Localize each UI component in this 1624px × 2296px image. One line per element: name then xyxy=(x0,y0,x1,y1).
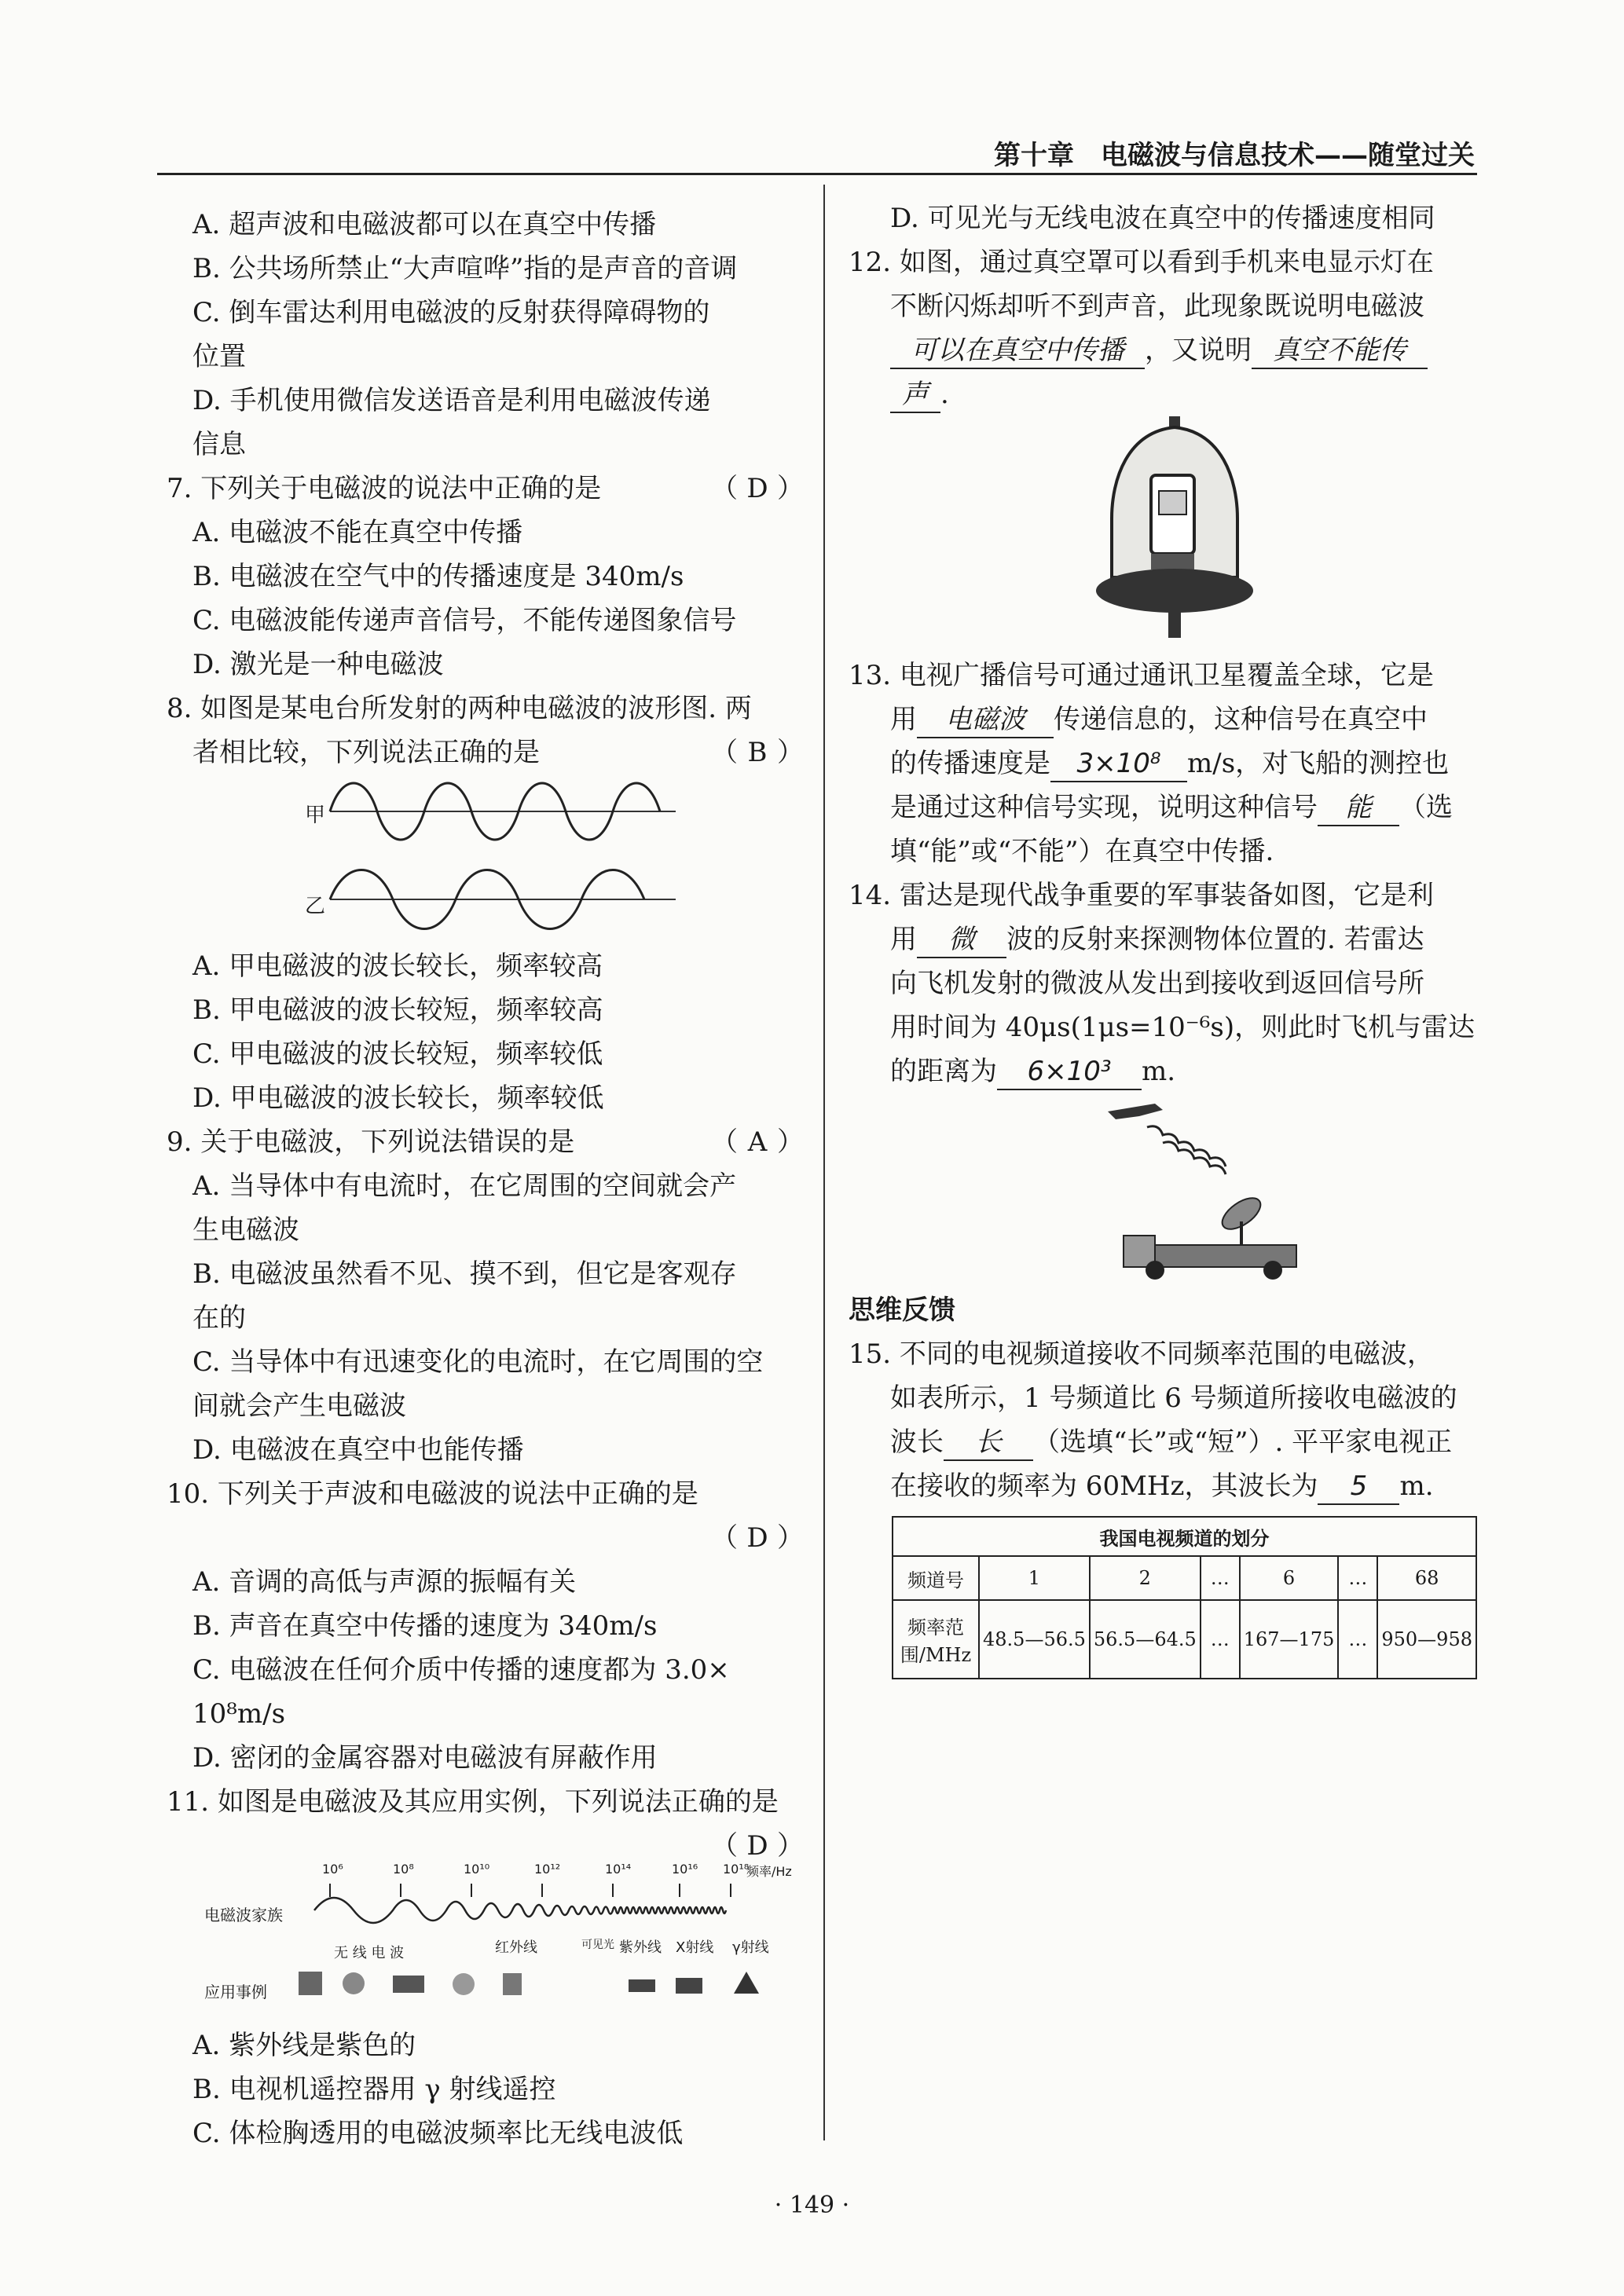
q11-stem: 11. 如图是电磁波及其应用实例，下列说法正确的是 xyxy=(167,1786,779,1818)
q9-option-d: D. 电磁波在真空中也能传播 xyxy=(192,1434,524,1466)
q6-option-c-cont: 位置 xyxy=(192,341,246,372)
band-radio: 无 线 电 波 xyxy=(334,1945,405,1961)
q14-line5 xyxy=(890,1049,1175,1093)
frequency-label: 频率/Hz xyxy=(746,1864,792,1879)
q7-option-d: D. 激光是一种电磁波 xyxy=(192,649,444,680)
tick-1e6: 10⁶ xyxy=(322,1862,343,1877)
bell-jar-figure xyxy=(1096,416,1253,640)
q10-option-b: B. 声音在真空中传播的速度为 340m/s xyxy=(192,1610,658,1642)
q12-line2: 不断闪烁却听不到声音，此现象既说明电磁波 xyxy=(890,291,1424,322)
q15-line4 xyxy=(890,1464,1434,1508)
q9-stem: 9. 关于电磁波，下列说法错误的是 xyxy=(167,1126,575,1158)
q14-line2 xyxy=(890,917,1424,961)
q12-blank1: 可以在真空中传播 xyxy=(890,333,1145,369)
q14-blank1: 微 xyxy=(917,922,1006,958)
q8-answer: （ B ） xyxy=(711,731,804,774)
q15-blank3: 长 xyxy=(944,1425,1033,1461)
q15-line2: 如表所示，1 号频道比 6 号频道所接收电磁波的 xyxy=(890,1382,1457,1414)
column-divider xyxy=(823,185,825,2140)
tick-1e18: 10¹⁸ xyxy=(723,1862,750,1877)
q13-pre2: 的传播速度是 xyxy=(890,748,1050,779)
q8-option-a: A. 甲电磁波的波长较长，频率较高 xyxy=(192,950,603,982)
q13-post1: 传递信息的，这种信号在真空中 xyxy=(1054,704,1428,735)
q8-option-c: C. 甲电磁波的波长较短，频率较低 xyxy=(192,1038,603,1070)
pump-tube xyxy=(1168,611,1181,638)
q15-blank4: 5 xyxy=(1318,1469,1399,1505)
q13-pre1: 用 xyxy=(890,704,917,735)
q6-option-d: D. 手机使用微信发送语音是利用电磁波传递 xyxy=(192,385,711,416)
q7-answer-value: D xyxy=(746,473,768,504)
tick-1e12: 10¹² xyxy=(534,1862,561,1877)
wave-figure xyxy=(299,774,691,931)
applications-label: 应用事例 xyxy=(204,1983,267,2001)
q8-stem-cont: 者相比较，下列说法正确的是 xyxy=(192,737,540,768)
heater-icon xyxy=(453,1973,475,1995)
table-row2-head-line2: 围/MHz xyxy=(900,1644,972,1666)
em-family-label: 电磁波家族 xyxy=(204,1906,283,1924)
tick-1e14: 10¹⁴ xyxy=(605,1862,632,1877)
phone-screen xyxy=(1159,491,1186,514)
q8-answer-value: B xyxy=(747,737,768,768)
q14-line4: 用时间为 40μs(1μs=10⁻⁶s)，则此时飞机与雷达 xyxy=(890,1012,1476,1043)
uv-lamp-icon xyxy=(629,1979,655,1992)
q7-option-b: B. 电磁波在空气中的传播速度是 340m/s xyxy=(192,561,684,592)
q11-option-c: C. 体检胸透用的电磁波频率比无线电波低 xyxy=(192,2118,684,2149)
q9-option-b-cont: 在的 xyxy=(192,1302,246,1334)
table-cell: 2 xyxy=(1090,1556,1201,1600)
q10-answer: （ D ） xyxy=(711,1516,804,1560)
q15-pre3: 波长 xyxy=(890,1426,944,1458)
wave-label-jia: 甲 xyxy=(305,804,326,827)
band-infrared: 红外线 xyxy=(495,1939,537,1956)
q9-answer: （ A ） xyxy=(711,1120,804,1164)
application-icons xyxy=(204,1862,801,2011)
table-cell: 167—175 xyxy=(1240,1600,1339,1679)
q14-post5: m. xyxy=(1142,1056,1176,1087)
table-row1-head: 频道号 xyxy=(893,1556,979,1600)
page-number: · 149 · xyxy=(774,2192,850,2219)
q9-option-c-cont: 间就会产生电磁波 xyxy=(192,1390,406,1422)
q9-option-a: A. 当导体中有电流时，在它周围的空间就会产 xyxy=(192,1170,737,1202)
section-title: 思维反馈 xyxy=(849,1294,955,1326)
q9-option-b: B. 电磁波虽然看不见、摸不到，但它是客观存 xyxy=(192,1258,737,1290)
table-cell: 1 xyxy=(979,1556,1090,1600)
q6-option-d-cont: 信息 xyxy=(192,429,246,460)
phone-icon xyxy=(343,1972,365,1994)
q11-option-d: D. 可见光与无线电波在真空中的传播速度相同 xyxy=(890,203,1435,234)
table-cell: 6 xyxy=(1240,1556,1339,1600)
xray-icon xyxy=(676,1978,702,1994)
q10-answer-value: D xyxy=(746,1522,768,1554)
table-cell: … xyxy=(1201,1600,1240,1679)
q8-option-b: B. 甲电磁波的波长较短，频率较高 xyxy=(192,994,603,1026)
table-cell: … xyxy=(1338,1600,1377,1679)
table-cell: 48.5—56.5 xyxy=(979,1600,1090,1679)
q6-option-c: C. 倒车雷达利用电磁波的反射获得障碍物的 xyxy=(192,297,710,328)
header-rule xyxy=(157,173,1477,175)
q12-blank2: 真空不能传 xyxy=(1252,333,1428,369)
q12-mid: ，又说明 xyxy=(1145,335,1252,366)
q7-stem: 7. 下列关于电磁波的说法中正确的是 xyxy=(167,473,602,504)
jar-base xyxy=(1096,569,1253,613)
tick-1e8: 10⁸ xyxy=(393,1862,414,1877)
q9-option-c: C. 当导体中有迅速变化的电流时，在它周围的空 xyxy=(192,1346,764,1378)
q7-option-c: C. 电磁波能传递声音信号，不能传递图象信号 xyxy=(192,605,737,636)
q13-line1: 13. 电视广播信号可通过通讯卫星覆盖全球，它是 xyxy=(849,660,1434,691)
phone-stand xyxy=(1151,554,1194,569)
q8-stem: 8. 如图是某电台所发射的两种电磁波的波形图. 两 xyxy=(167,693,752,724)
q14-blank5: 6×10³ xyxy=(997,1054,1142,1090)
q13-line2 xyxy=(890,698,1428,742)
remote-icon xyxy=(393,1976,424,1993)
tv-icon xyxy=(299,1972,322,1995)
q13-pre3: 是通过这种信号实现，说明这种信号 xyxy=(890,792,1318,823)
band-xray: X射线 xyxy=(676,1939,714,1956)
q13-line5: 填“能”或“不能”）在真空中传播. xyxy=(890,836,1274,867)
q10-option-c: C. 电磁波在任何介质中传播的速度都为 3.0× xyxy=(192,1654,730,1686)
q14-line1: 14. 雷达是现代战争重要的军事装备如图，它是利 xyxy=(849,880,1434,911)
table-row2-head xyxy=(893,1600,979,1679)
q11-answer: （ D ） xyxy=(711,1824,804,1868)
q13-line3 xyxy=(890,742,1449,785)
q14-line3: 向飞机发射的微波从发出到接收到返回信号所 xyxy=(890,968,1424,999)
band-ultraviolet: 紫外线 xyxy=(619,1939,662,1956)
q15-post3: （选填“长”或“短”）. 平平家电视正 xyxy=(1033,1426,1453,1458)
q12-end: . xyxy=(940,379,949,410)
band-gamma: γ射线 xyxy=(732,1939,769,1956)
wave-diagram xyxy=(299,774,691,931)
q10-option-d: D. 密闭的金属容器对电磁波有屏蔽作用 xyxy=(192,1742,658,1774)
tick-1e10: 10¹⁰ xyxy=(464,1862,490,1877)
tv-channel-table xyxy=(892,1516,1477,1679)
em-spectrum-figure xyxy=(204,1862,801,2011)
q10-stem: 10. 下列关于声波和电磁波的说法中正确的是 xyxy=(167,1478,698,1510)
q14-post1: 波的反射来探测物体位置的. 若雷达 xyxy=(1006,924,1424,955)
q12-line1: 12. 如图，通过真空罩可以看到手机来电显示灯在 xyxy=(849,247,1434,278)
q11-option-b: B. 电视机遥控器用 γ 射线遥控 xyxy=(192,2074,556,2105)
radiation-icon xyxy=(734,1972,759,1994)
tick-1e16: 10¹⁶ xyxy=(672,1862,698,1877)
q7-answer: （ D ） xyxy=(711,467,804,511)
q15-post4: m. xyxy=(1399,1470,1434,1502)
wave-label-yi: 乙 xyxy=(305,895,326,918)
q13-post2: m/s，对飞船的测控也 xyxy=(1187,748,1450,779)
q11-option-a: A. 紫外线是紫色的 xyxy=(192,2030,416,2061)
q10-option-c-cont: 10⁸m/s xyxy=(192,1698,286,1730)
band-visible: 可见光 xyxy=(581,1939,614,1951)
q13-post3: （选 xyxy=(1399,792,1453,823)
q14-pre1: 用 xyxy=(890,924,917,955)
q13-blank3: 能 xyxy=(1318,790,1399,826)
q9-answer-value: A xyxy=(747,1126,768,1158)
table-caption: 我国电视频道的划分 xyxy=(893,1517,1476,1556)
q13-blank1: 电磁波 xyxy=(917,702,1054,738)
table-cell: 68 xyxy=(1377,1556,1476,1600)
airplane-icon xyxy=(1108,1104,1163,1119)
table-row2-head-line1: 频率范 xyxy=(907,1617,964,1639)
thermal-icon xyxy=(503,1973,522,1995)
q13-blank2: 3×10⁸ xyxy=(1050,746,1187,782)
q9-option-a-cont: 生电磁波 xyxy=(192,1214,299,1246)
q8-option-d: D. 甲电磁波的波长较长，频率较低 xyxy=(192,1082,604,1114)
table-cell: … xyxy=(1338,1556,1377,1600)
q7-option-a: A. 电磁波不能在真空中传播 xyxy=(192,517,523,548)
q15-pre4: 在接收的频率为 60MHz，其波长为 xyxy=(890,1470,1318,1502)
q10-option-a: A. 音调的高低与声源的振幅有关 xyxy=(192,1566,577,1598)
q6-option-b: B. 公共场所禁止“大声喧哗”指的是声音的音调 xyxy=(192,253,738,284)
q15-line3 xyxy=(890,1420,1452,1464)
microwave-out xyxy=(1147,1126,1226,1166)
chapter-title: 第十章 电磁波与信息技术——随堂过关 xyxy=(994,140,1475,171)
q6-option-a: A. 超声波和电磁波都可以在真空中传播 xyxy=(192,209,657,240)
jar-knob xyxy=(1169,416,1180,427)
radar-figure xyxy=(1092,1096,1312,1284)
table-cell: … xyxy=(1201,1556,1240,1600)
q12-line3 xyxy=(890,328,1428,372)
q15-line1: 15. 不同的电视频道接收不同频率范围的电磁波， xyxy=(849,1338,1434,1370)
q14-pre5: 的距离为 xyxy=(890,1056,997,1087)
q13-line4 xyxy=(890,785,1453,829)
table-cell: 950—958 xyxy=(1377,1600,1476,1679)
q11-answer-value: D xyxy=(746,1830,768,1862)
q12-blank2-cont: 声 xyxy=(890,377,940,413)
table-cell: 56.5—64.5 xyxy=(1090,1600,1201,1679)
q12-line4 xyxy=(890,372,949,416)
